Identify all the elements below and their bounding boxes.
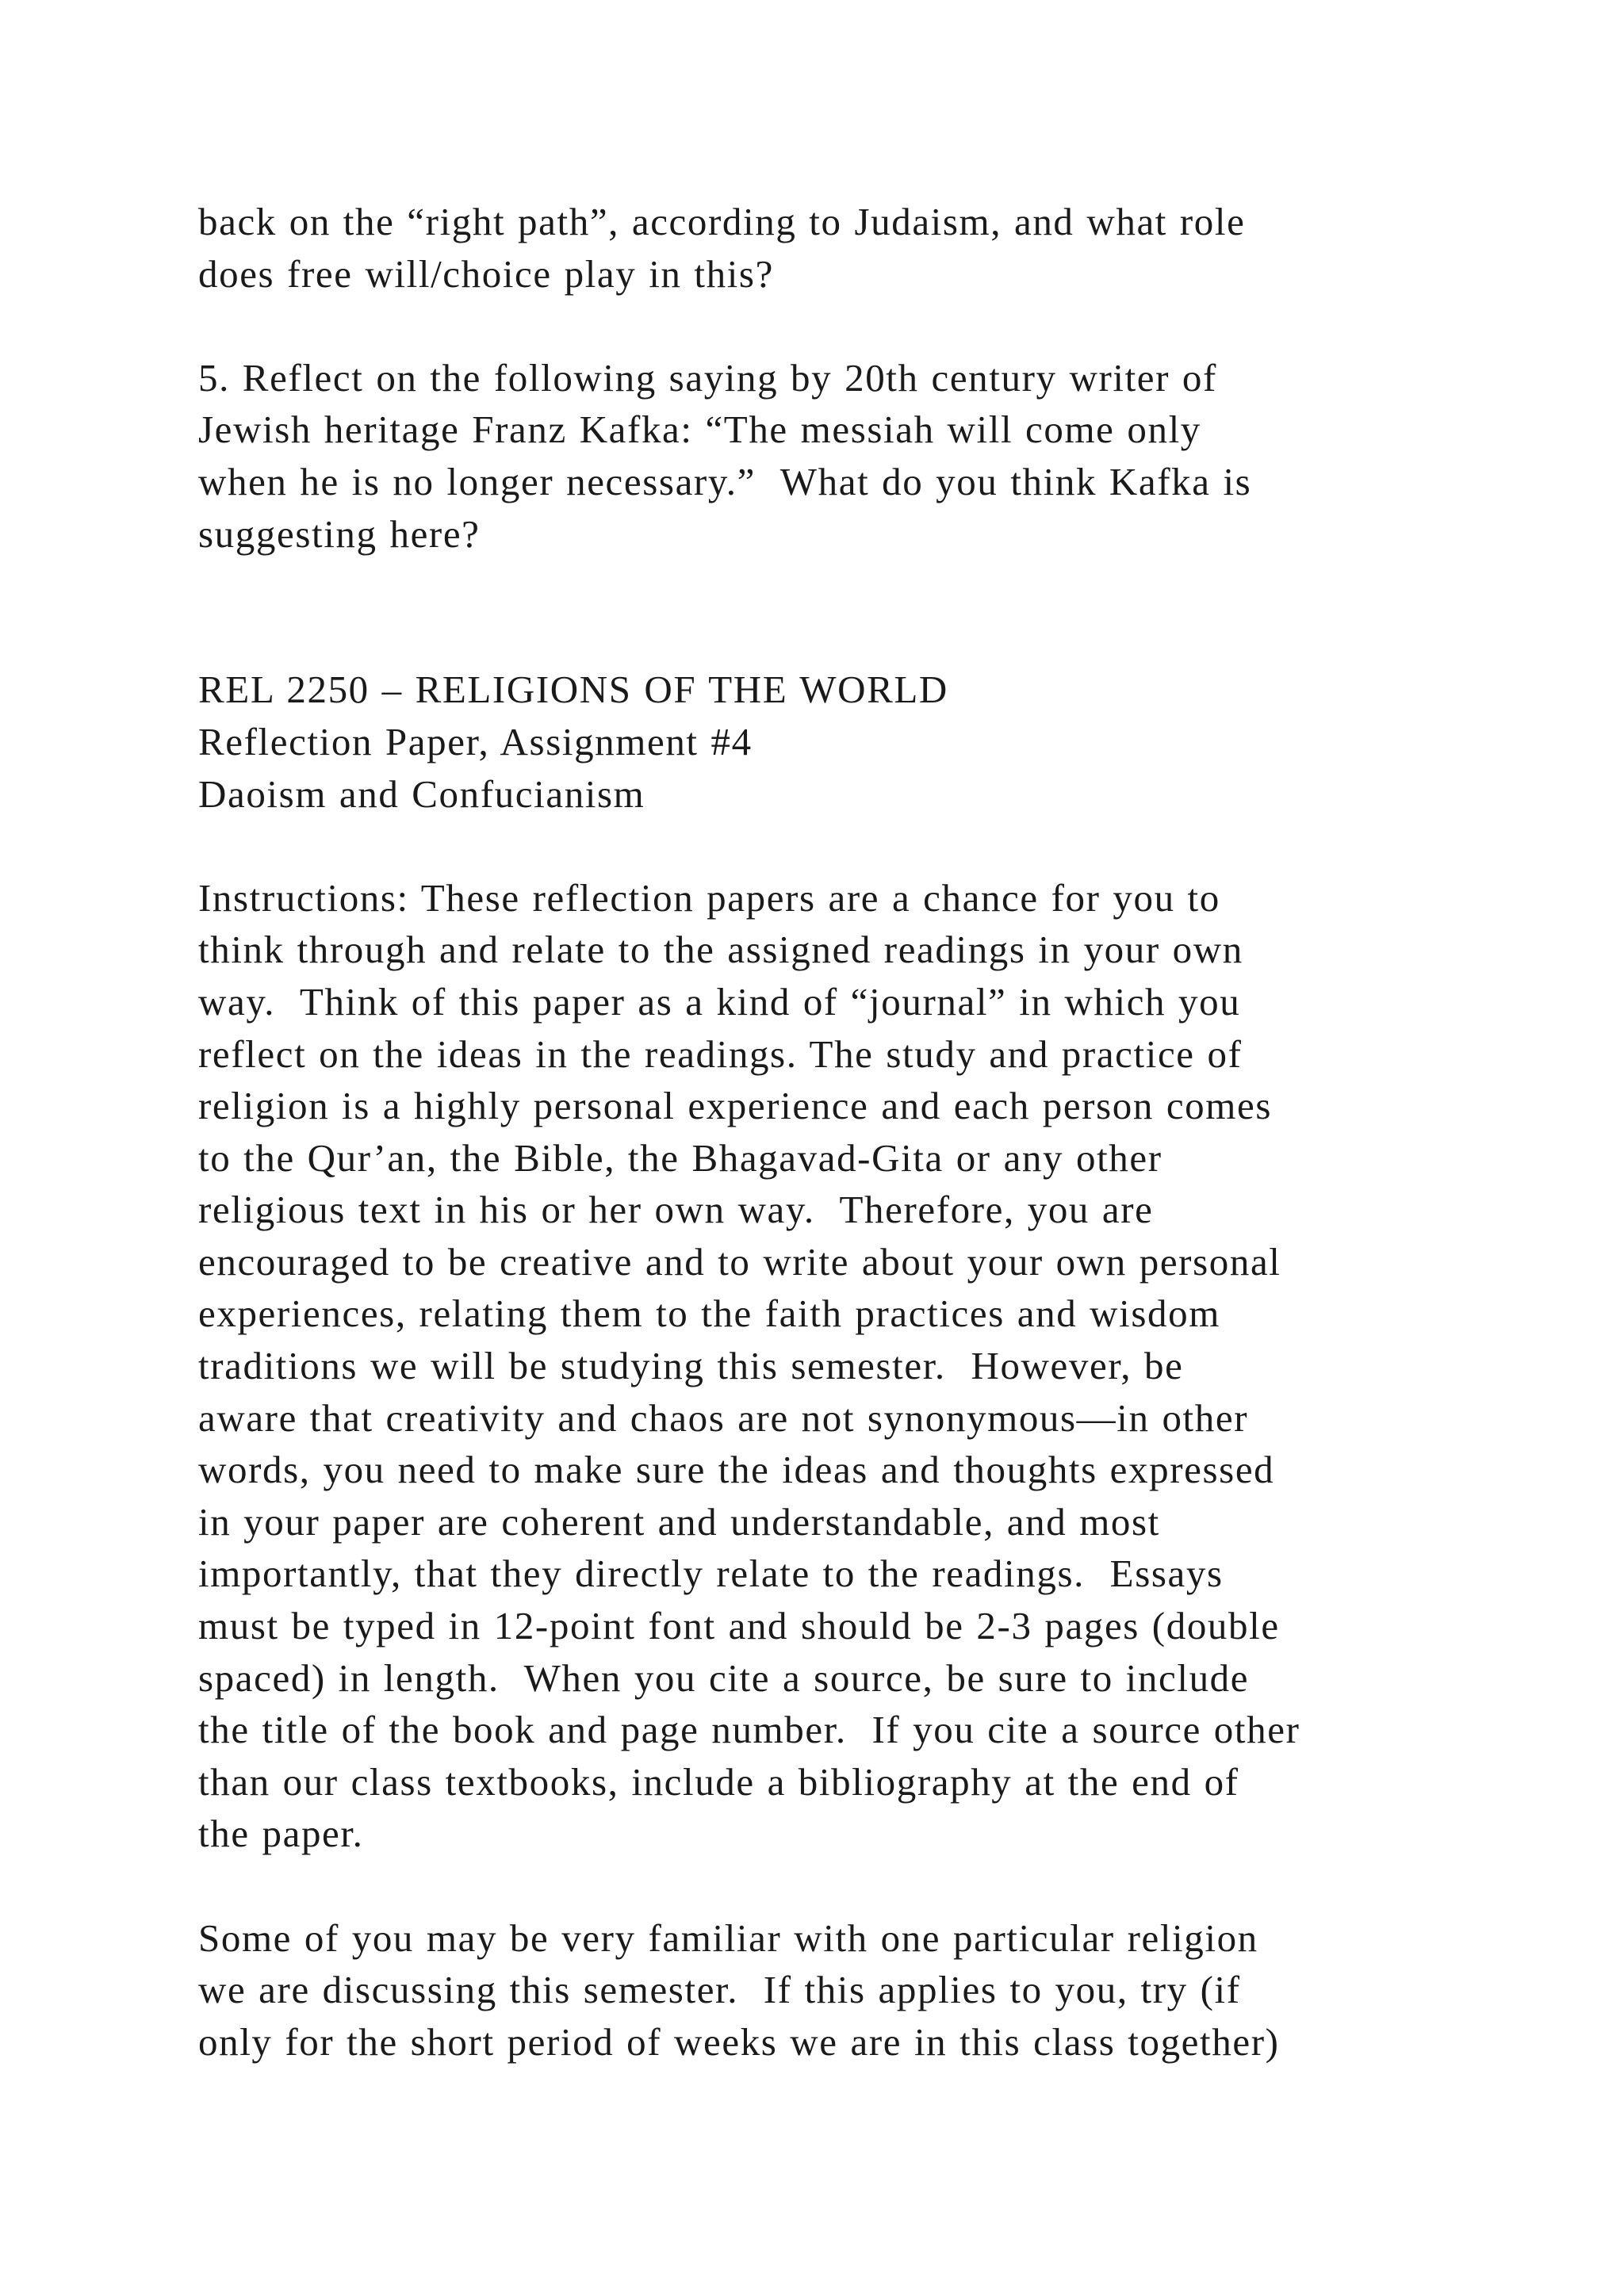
text-line: encouraged to be creative and to write about your own personal bbox=[198, 1239, 1281, 1284]
instructions-paragraph bbox=[198, 872, 1610, 1860]
text-line: in your paper are coherent and understandable, and most bbox=[198, 1499, 1160, 1544]
document-body bbox=[198, 196, 1610, 2068]
text-line: Instructions: These reflection papers are a chance for you to bbox=[198, 875, 1220, 920]
course-title: REL 2250 – RELIGIONS OF THE WORLD bbox=[198, 668, 948, 712]
text-line: importantly, that they directly relate to the readings. Essays bbox=[198, 1552, 1224, 1596]
text-line: traditions we will be studying this semester. However, be bbox=[198, 1344, 1184, 1388]
text-line: the title of the book and page number. If you cite a source other bbox=[198, 1708, 1300, 1752]
assignment-topic: Daoism and Confucianism bbox=[198, 771, 645, 816]
text-line: reflect on the ideas in the readings. The study and practice of bbox=[198, 1031, 1243, 1076]
text-line: religion is a highly personal experience and each person comes bbox=[198, 1084, 1272, 1128]
text-line: Jewish heritage Franz Kafka: “The messiah will come only bbox=[198, 408, 1201, 452]
paragraph-spacer bbox=[198, 560, 1610, 612]
text-line: religious text in his or her own way. Therefore, you are bbox=[198, 1188, 1154, 1232]
text-line: spaced) in length. When you cite a source, be sure to include bbox=[198, 1655, 1250, 1700]
text-line: the paper. bbox=[198, 1812, 364, 1856]
text-line: than our class textbooks, include a bibliography at the end of bbox=[198, 1759, 1239, 1804]
text-line: does free will/choice play in this? bbox=[198, 251, 774, 296]
paragraph-spacer bbox=[198, 1860, 1610, 1912]
text-line: we are discussing this semester. If this applies to you, try (if bbox=[198, 1968, 1241, 2012]
question-5 bbox=[198, 352, 1610, 560]
text-line: experiences, relating them to the faith practices and wisdom bbox=[198, 1292, 1220, 1336]
paragraph-spacer bbox=[198, 612, 1610, 664]
text-line: suggesting here? bbox=[198, 511, 481, 556]
assignment-title: Reflection Paper, Assignment #4 bbox=[198, 719, 753, 763]
familiar-paragraph bbox=[198, 1912, 1610, 2068]
paragraph-spacer bbox=[198, 300, 1610, 352]
text-line: only for the short period of weeks we are in this class together) bbox=[198, 2019, 1280, 2064]
text-line: 5. Reflect on the following saying by 20th century writer of bbox=[198, 355, 1217, 400]
text-line: way. Think of this paper as a kind of “journal” in which you bbox=[198, 979, 1241, 1024]
text-line: words, you need to make sure the ideas and thoughts expressed bbox=[198, 1448, 1275, 1492]
text-line: must be typed in 12-point font and should be 2-3 pages (double bbox=[198, 1604, 1280, 1648]
text-line: to the Qur’an, the Bible, the Bhagavad-Gita or any other bbox=[198, 1135, 1162, 1180]
text-line: when he is no longer necessary.” What do you think Kafka is bbox=[198, 459, 1252, 503]
text-line: aware that creativity and chaos are not synonymous—in other bbox=[198, 1395, 1249, 1440]
assignment-header bbox=[198, 664, 1610, 820]
text-line: think through and relate to the assigned readings in your own bbox=[198, 928, 1243, 972]
paragraph-spacer bbox=[198, 820, 1610, 872]
text-line: Some of you may be very familiar with one particular religion bbox=[198, 1915, 1258, 1960]
question-4-continuation bbox=[198, 196, 1610, 300]
text-line: back on the “right path”, according to Judaism, and what role bbox=[198, 200, 1246, 243]
